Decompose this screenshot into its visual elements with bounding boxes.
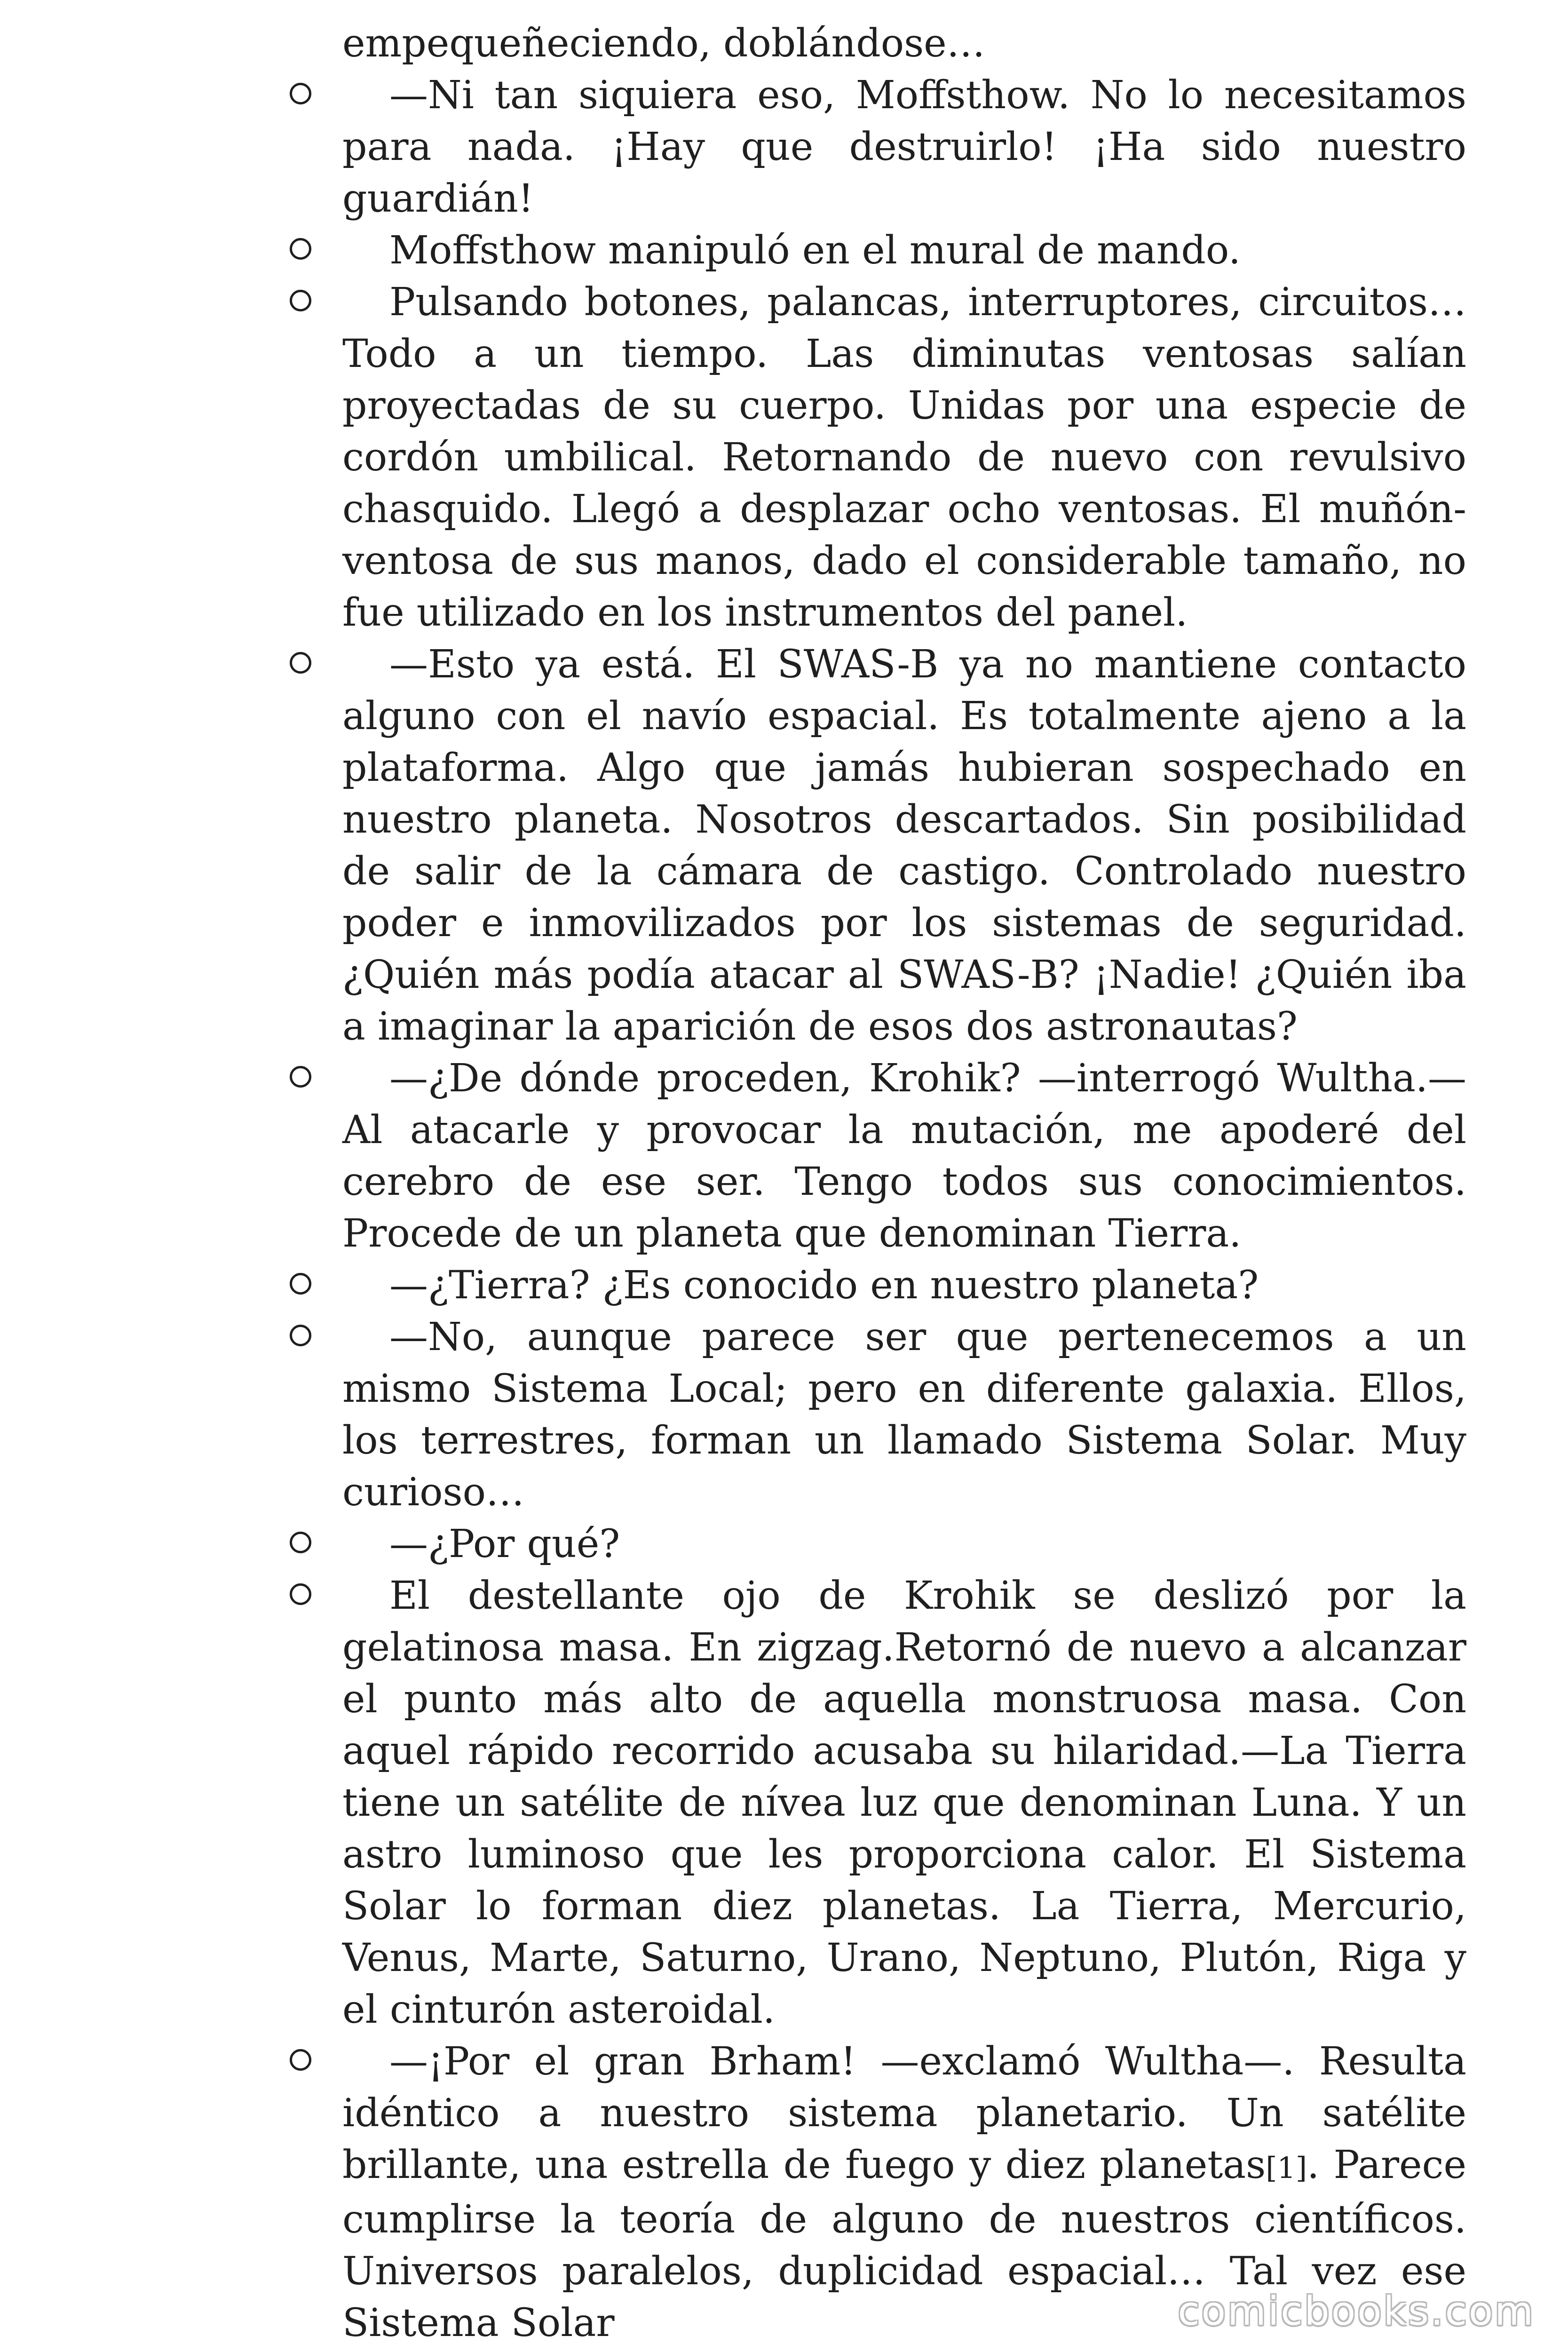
paragraph: El destellante ojo de Krohik se deslizó por la gelatinosa masa. En zigzag.Retornó de nuevo a alcanzar el punto más alto de aquella monstruosa masa. Con aquel rápido recorrido acusaba su hilaridad.—La Tierra tiene un satélite de nívea luz que denominan Luna. Y un astro luminoso que les proporciona calor. El Sistema Solar lo forman diez planetas. La Tierra, Mercurio, Venus, Marte, Saturno, Urano, Neptuno, Plutón, Riga y el cinturón asteroidal. (342, 1570, 1466, 2036)
paragraph: —No, aunque parece ser que pertenecemos a un mismo Sistema Local; pero en diferente galaxia. Ellos, los terrestres, forman un llamado Sistema Solar. Muy curioso… (342, 1311, 1466, 1518)
paragraph: —¿Por qué? (342, 1518, 1466, 1570)
footnote-link[interactable]: [1] (1266, 2151, 1307, 2185)
bullet-circle-icon (290, 1273, 311, 1295)
paragraph: —¿De dónde proceden, Krohik? —interrogó Wultha.— Al atacarle y provocar la mutación, me apoderé del cerebro de ese ser. Tengo todos sus conocimientos. Procede de un planeta que denominan Tierra. (342, 1053, 1466, 1260)
bullet-circle-icon (290, 83, 311, 104)
document-body (342, 18, 1466, 2349)
paragraph: —¿Tierra? ¿Es conocido en nuestro planeta? (342, 1260, 1466, 1311)
paragraph: —Esto ya está. El SWAS-B ya no mantiene contacto alguno con el navío espacial. Es totalmente ajeno a la plataforma. Algo que jamás hubieran sospechado en nuestro planeta. Nosotros descartados. Sin posibilidad de salir de la cámara de castigo. Controlado nuestro poder e inmovilizados por los sistemas de seguridad. ¿Quién más podía atacar al SWAS-B? ¡Nadie! ¿Quién iba a imaginar la aparición de esos dos astronautas? (342, 639, 1466, 1053)
paragraph: —¡Por el gran Brham! —exclamó Wultha—. Resulta idéntico a nuestro sistema planetario. Un satélite brillante, una estrella de fuego y diez planetas[1]. Parece cumplirse la teoría de alguno de nuestros científicos. Universos paralelos, duplicidad espacial… Tal vez ese Sistema Solar (342, 2036, 1466, 2349)
bullet-circle-icon (290, 1583, 311, 1605)
paragraph: —Ni tan siquiera eso, Moffsthow. No lo necesitamos para nada. ¡Hay que destruirlo! ¡Ha sido nuestro guardián! (342, 70, 1466, 225)
bullet-circle-icon (290, 1325, 311, 1346)
bullet-circle-icon (290, 2049, 311, 2071)
bullet-circle-icon (290, 1066, 311, 1088)
bullet-circle-icon (290, 290, 311, 311)
paragraph: empequeñeciendo, doblándose… (342, 21, 985, 66)
bullet-circle-icon (290, 652, 311, 674)
watermark: comicbooks.com (1178, 2288, 1535, 2334)
paragraph: Pulsando botones, palancas, interruptores, circuitos… Todo a un tiempo. Las diminutas ventosas salían proyectadas de su cuerpo. Unidas por una especie de cordón umbilical. Retornando de nuevo con revulsivo chasquido. Llegó a desplazar ocho ventosas. El muñón-ventosa de sus manos, dado el considerable tamaño, no fue utilizado en los instrumentos del panel. (342, 277, 1466, 639)
bullet-circle-icon (290, 238, 311, 260)
bullet-circle-icon (290, 1532, 311, 1553)
paragraph: Moffsthow manipuló en el mural de mando. (342, 225, 1466, 277)
